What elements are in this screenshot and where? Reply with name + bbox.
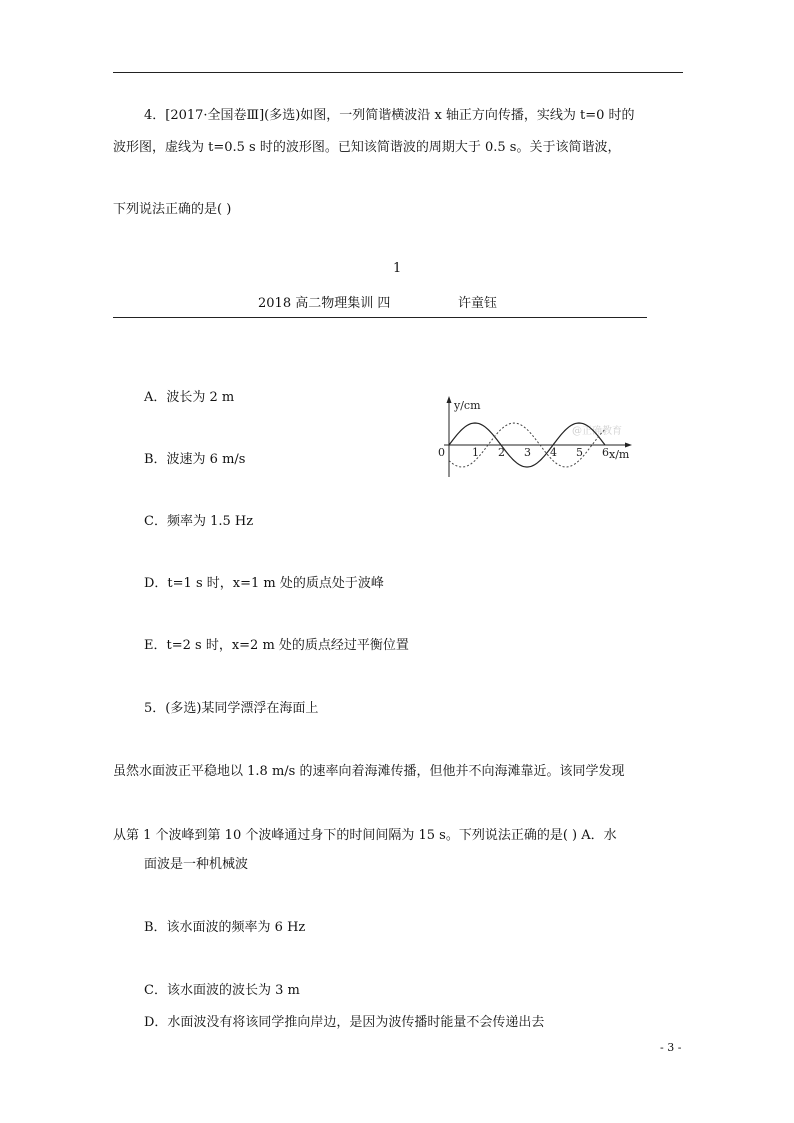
x-tick-label: 6 <box>602 446 609 459</box>
q4-option-b: B．波速为 6 m/s <box>144 452 246 467</box>
origin-label: 0 <box>438 446 445 459</box>
q5-option-d: D．水面波没有将该同学推向岸边，是因为波传播时能量不会传递出去 <box>144 1015 545 1030</box>
q4-line3: 下列说法正确的是( ) <box>113 202 232 217</box>
footer-page-number: - 3 - <box>660 1041 682 1054</box>
q4-line2: 波形图，虚线为 t=0.5 s 时的波形图。已知该简谐波的周期大于 0.5 s。关于该简谐波， <box>113 140 621 155</box>
x-axis-arrow <box>625 443 632 448</box>
header-rule <box>113 317 647 318</box>
q5-line2: 虽然水面波正平稳地以 1.8 m/s 的速率向着海滩传播，但他并不向海滩靠近。该同学发现 <box>113 764 625 779</box>
q4-option-c: C．频率为 1.5 Hz <box>144 514 254 529</box>
q4-line1: 4．[2017·全国卷Ⅲ](多选)如图，一列简谐横波沿 x 轴正方向传播，实线为 t=0 时的 <box>144 108 635 123</box>
top-rule <box>113 72 683 73</box>
page-header-author: 许童钰 <box>458 296 498 311</box>
wave-figure <box>432 392 642 484</box>
x-axis-label: x/m <box>609 448 630 461</box>
page-header-title: 2018 高二物理集训 四 <box>258 296 391 311</box>
page-number: 1 <box>393 261 402 276</box>
q5-line3: 从第 1 个波峰到第 10 个波峰通过身下的时间间隔为 15 s。下列说法正确的是( ) A．水 <box>113 828 617 843</box>
q4-option-e: E．t=2 s 时，x=2 m 处的质点经过平衡位置 <box>144 638 409 653</box>
q5-line4: 面波是一种机械波 <box>144 857 249 872</box>
q5-option-c: C．该水面波的波长为 3 m <box>144 983 300 998</box>
x-tick-label: 1 <box>472 446 479 459</box>
q5-line1: 5．(多选)某同学漂浮在海面上 <box>144 701 319 716</box>
x-tick-label: 5 <box>576 446 583 459</box>
x-tick-label: 2 <box>498 446 505 459</box>
q4-option-a: A．波长为 2 m <box>144 390 235 405</box>
x-tick-label: 3 <box>524 446 531 459</box>
y-axis-arrow <box>447 396 452 403</box>
figure-watermark: @正确教育 <box>572 426 622 437</box>
y-axis-label: y/cm <box>454 399 481 412</box>
q5-option-b: B．该水面波的频率为 6 Hz <box>144 920 306 935</box>
x-tick-label: 4 <box>550 446 557 459</box>
q4-option-d: D．t=1 s 时，x=1 m 处的质点处于波峰 <box>144 576 384 591</box>
